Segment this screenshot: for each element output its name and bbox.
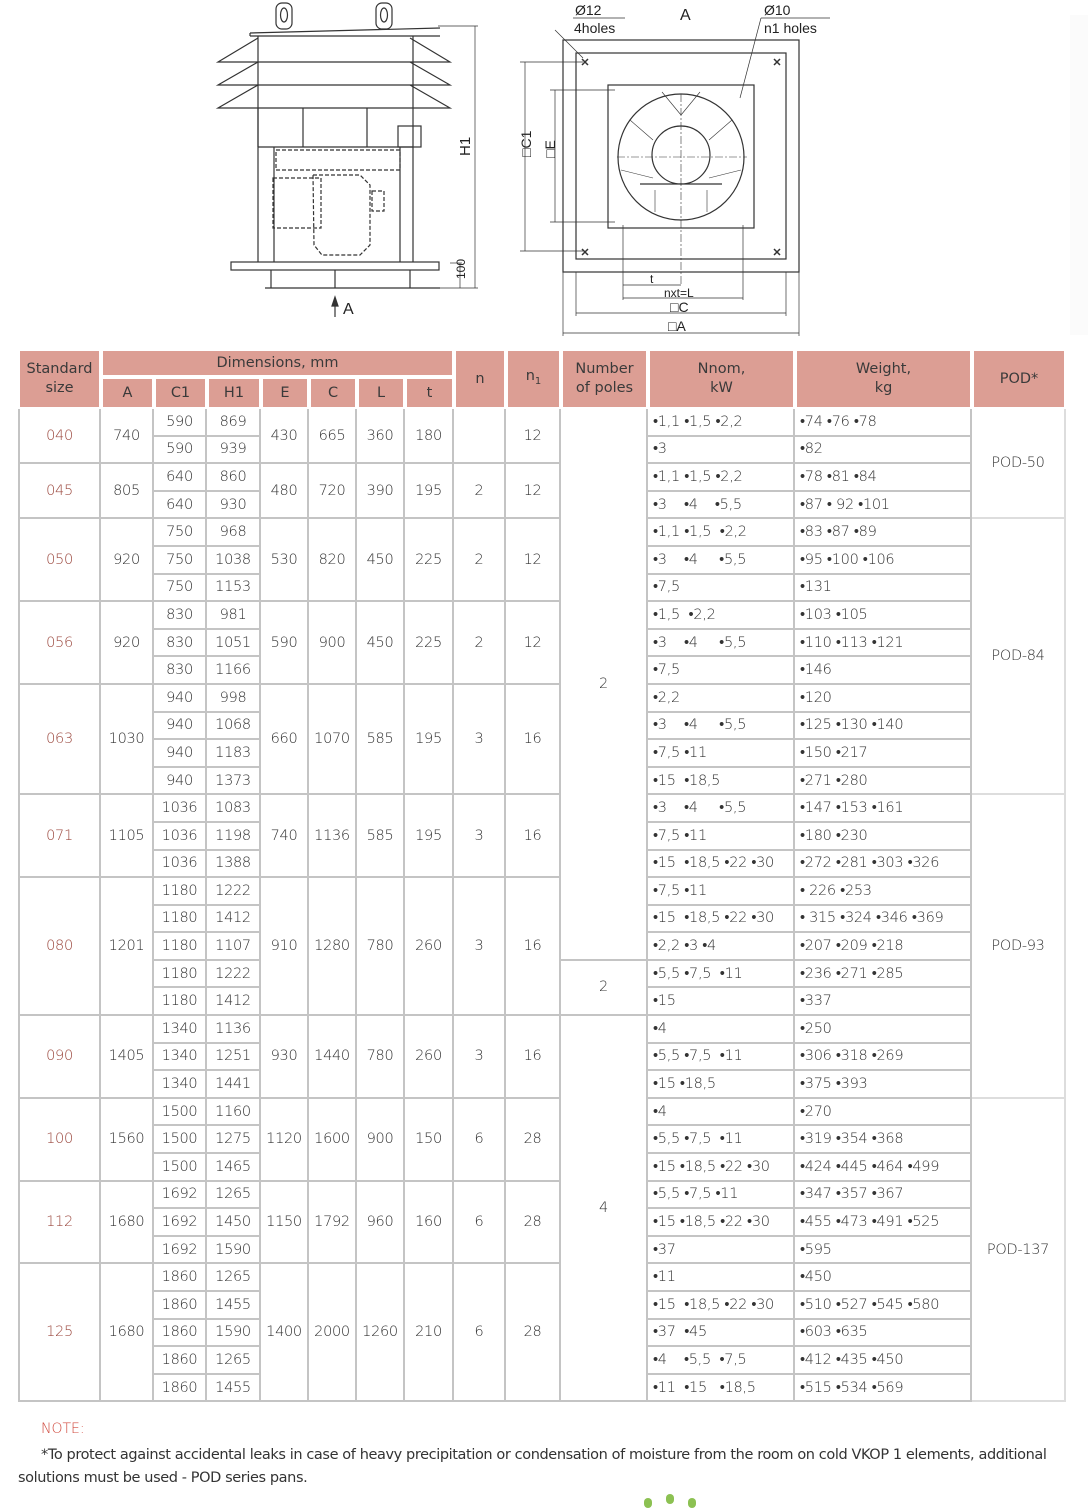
dim-c1-cell: 1036 <box>154 795 207 823</box>
dim-h1-cell: 1068 <box>207 713 261 741</box>
weight-cell: •412 •435 •450 <box>795 1347 972 1375</box>
n1-cell: 16 <box>506 795 561 878</box>
dim-c1-cell: 750 <box>154 547 207 575</box>
dim-c-cell: 665 <box>309 409 357 464</box>
pod-cell: POD-93 <box>972 795 1066 1099</box>
dim-h1-cell: 1251 <box>207 1044 261 1072</box>
header-n: n <box>454 349 506 409</box>
dim-c1-cell: 940 <box>154 685 207 713</box>
n-cell: 3 <box>454 685 506 795</box>
dim-c-cell: 2000 <box>309 1264 357 1402</box>
n1-cell: 28 <box>506 1182 561 1265</box>
specification-table <box>18 349 1066 1402</box>
dim-t-cell: 195 <box>405 685 454 795</box>
dim-a-cell: 1201 <box>101 878 154 1016</box>
dim-h1-cell: 998 <box>207 685 261 713</box>
weight-cell: •455 •473 •491 •525 <box>795 1209 972 1237</box>
dim-c1-cell: 1500 <box>154 1154 207 1182</box>
dim-c-cell: 820 <box>309 519 357 602</box>
weight-cell: • 226 •253 <box>795 878 972 906</box>
poles-cell: 2 <box>561 409 648 961</box>
dim-c1-cell: 1036 <box>154 851 207 879</box>
dim-h1-cell: 1388 <box>207 851 261 879</box>
h1-dimension-label: H1 <box>457 136 474 156</box>
nnom-cell: •3 •4 •5,5 <box>648 795 795 823</box>
standard-size-cell: 071 <box>18 795 101 878</box>
c-dimension-label: □C <box>670 299 689 315</box>
dim-h1-cell: 1455 <box>207 1375 261 1403</box>
dim-c1-cell: 1500 <box>154 1099 207 1127</box>
weight-cell: •125 •130 •140 <box>795 713 972 741</box>
dim-c1-cell: 590 <box>154 409 207 437</box>
logo-dot <box>644 1498 652 1508</box>
dim-l-cell: 450 <box>357 602 405 685</box>
dim-h1-cell: 1465 <box>207 1154 261 1182</box>
weight-cell: •150 •217 <box>795 740 972 768</box>
view-arrow-label: A <box>343 301 354 318</box>
nnom-cell: •15 •18,5 •22 •30 <box>648 906 795 934</box>
standard-size-cell: 040 <box>18 409 101 464</box>
dim-c1-cell: 830 <box>154 657 207 685</box>
dim-c-cell: 1280 <box>309 878 357 1016</box>
n1-cell: 16 <box>506 878 561 1016</box>
dim-l-cell: 585 <box>357 685 405 795</box>
dim-c-cell: 1792 <box>309 1182 357 1265</box>
dim-h1-cell: 1590 <box>207 1320 261 1348</box>
table-row <box>18 795 1066 823</box>
nnom-cell: •5,5 •7,5 •11 <box>648 961 795 989</box>
nnom-cell: •7,5 •11 <box>648 823 795 851</box>
dim-a-cell: 1030 <box>101 685 154 795</box>
side-elevation-drawing <box>210 0 490 330</box>
n-cell: 2 <box>454 519 506 602</box>
dim-t-cell: 260 <box>405 1016 454 1099</box>
n1-cell: 16 <box>506 1016 561 1099</box>
dim-h1-cell: 981 <box>207 602 261 630</box>
logo-dot <box>688 1498 696 1508</box>
dim-c-cell: 900 <box>309 602 357 685</box>
dim-e-cell: 430 <box>261 409 309 464</box>
dim-h1-cell: 1136 <box>207 1016 261 1044</box>
nnom-cell: •4 •5,5 •7,5 <box>648 1347 795 1375</box>
dim-c1-cell: 1180 <box>154 988 207 1016</box>
table-row <box>18 519 1066 547</box>
nnom-cell: •11 <box>648 1264 795 1292</box>
weight-cell: •450 <box>795 1264 972 1292</box>
nnom-cell: •7,5 <box>648 575 795 603</box>
nnom-cell: •15 •18,5 •22 •30 <box>648 1154 795 1182</box>
table-row <box>18 409 1066 437</box>
nnom-cell: •4 <box>648 1016 795 1044</box>
weight-cell: •146 <box>795 657 972 685</box>
standard-size-cell: 112 <box>18 1182 101 1265</box>
a-dimension-label: □A <box>668 318 686 334</box>
table-row <box>18 878 1066 906</box>
dim-c1-cell: 940 <box>154 713 207 741</box>
weight-cell: •95 •100 •106 <box>795 547 972 575</box>
dim-h1-cell: 1153 <box>207 575 261 603</box>
base-height-label: 100 <box>454 258 468 279</box>
dim-e-cell: 1150 <box>261 1182 309 1265</box>
dim-h1-cell: 968 <box>207 519 261 547</box>
nnom-cell: •3 •4 •5,5 <box>648 492 795 520</box>
dim-c1-cell: 1340 <box>154 1016 207 1044</box>
poles-cell: 2 <box>561 961 648 1016</box>
dim-c1-cell: 1500 <box>154 1126 207 1154</box>
dim-a-cell: 805 <box>101 464 154 519</box>
dim-h1-cell: 1590 <box>207 1237 261 1265</box>
nnom-cell: •15 •18,5 •22 •30 <box>648 851 795 879</box>
dim-l-cell: 960 <box>357 1182 405 1265</box>
dim-c1-cell: 1180 <box>154 933 207 961</box>
nnom-cell: •7,5 <box>648 657 795 685</box>
header-nnom: Nnom, kW <box>648 349 795 409</box>
dim-c1-cell: 1036 <box>154 823 207 851</box>
nnom-cell: •3 <box>648 437 795 465</box>
nnom-cell: •2,2 <box>648 685 795 713</box>
weight-cell: •87 • 92 •101 <box>795 492 972 520</box>
brand-logo-fragment <box>641 1494 701 1504</box>
dim-h1-cell: 1450 <box>207 1209 261 1237</box>
weight-cell: •236 •271 •285 <box>795 961 972 989</box>
dim-h1-cell: 1412 <box>207 906 261 934</box>
weight-cell: •271 •280 <box>795 768 972 796</box>
dim-e-cell: 1400 <box>261 1264 309 1402</box>
dim-h1-cell: 1038 <box>207 547 261 575</box>
dim-l-cell: 780 <box>357 878 405 1016</box>
weight-cell: •103 •105 <box>795 602 972 630</box>
weight-cell: •375 •393 <box>795 1071 972 1099</box>
dim-e-cell: 480 <box>261 464 309 519</box>
dim-a-cell: 1560 <box>101 1099 154 1182</box>
n1-cell: 12 <box>506 464 561 519</box>
weight-cell: •147 •153 •161 <box>795 795 972 823</box>
table-row <box>18 1016 1066 1044</box>
weight-cell: •270 <box>795 1099 972 1127</box>
header-n1: $n_1$ <box>506 349 561 409</box>
nnom-cell: •5,5 •7,5 •11 <box>648 1044 795 1072</box>
nnom-cell: •3 •4 •5,5 <box>648 630 795 658</box>
table-row <box>18 1264 1066 1292</box>
dim-t-cell: 195 <box>405 795 454 878</box>
t-dimension-label: t <box>650 272 654 286</box>
dim-t-cell: 225 <box>405 602 454 685</box>
technical-drawings <box>0 0 1088 345</box>
dim-c1-cell: 1340 <box>154 1071 207 1099</box>
note-title: NOTE: <box>41 1421 85 1437</box>
dim-e-cell: 930 <box>261 1016 309 1099</box>
nnom-cell: •2,2 •3 •4 <box>648 933 795 961</box>
dim-h1-cell: 1412 <box>207 988 261 1016</box>
standard-size-cell: 063 <box>18 685 101 795</box>
dim-h1-cell: 1051 <box>207 630 261 658</box>
n1-cell: 16 <box>506 685 561 795</box>
dim-a-cell: 920 <box>101 519 154 602</box>
dim-h1-cell: 1455 <box>207 1292 261 1320</box>
dim-t-cell: 180 <box>405 409 454 464</box>
standard-size-cell: 056 <box>18 602 101 685</box>
weight-cell: •83 •87 •89 <box>795 519 972 547</box>
dim-l-cell: 390 <box>357 464 405 519</box>
nnom-cell: •3 •4 •5,5 <box>648 713 795 741</box>
dim-c1-cell: 1860 <box>154 1375 207 1403</box>
dim-c1-cell: 1180 <box>154 961 207 989</box>
dim-h1-cell: 860 <box>207 464 261 492</box>
weight-cell: •120 <box>795 685 972 713</box>
dim-l-cell: 900 <box>357 1099 405 1182</box>
weight-cell: •74 •76 •78 <box>795 409 972 437</box>
dim-c1-cell: 1692 <box>154 1209 207 1237</box>
dim-c1-cell: 1860 <box>154 1347 207 1375</box>
standard-size-cell: 090 <box>18 1016 101 1099</box>
dim-h1-cell: 1160 <box>207 1099 261 1127</box>
dim-h1-cell: 1265 <box>207 1264 261 1292</box>
nnom-cell: •4 <box>648 1099 795 1127</box>
dim-c-cell: 1070 <box>309 685 357 795</box>
dim-h1-cell: 1183 <box>207 740 261 768</box>
dim-c1-cell: 1860 <box>154 1320 207 1348</box>
dim-h1-cell: 1441 <box>207 1071 261 1099</box>
header-poles: Number of poles <box>561 349 648 409</box>
poles-cell: 4 <box>561 1016 648 1402</box>
dim-h1-cell: 1265 <box>207 1347 261 1375</box>
standard-size-cell: 050 <box>18 519 101 602</box>
n-cell: 2 <box>454 464 506 519</box>
hole-callout-count-4: 4holes <box>574 20 616 36</box>
dim-h1-cell: 930 <box>207 492 261 520</box>
header-pod: POD* <box>972 349 1066 409</box>
weight-cell: •82 <box>795 437 972 465</box>
header-dim-c: C <box>309 377 357 409</box>
standard-size-cell: 045 <box>18 464 101 519</box>
nnom-cell: •7,5 •11 <box>648 740 795 768</box>
weight-cell: •306 •318 •269 <box>795 1044 972 1072</box>
table-row <box>18 464 1066 492</box>
dim-t-cell: 160 <box>405 1182 454 1265</box>
dim-l-cell: 585 <box>357 795 405 878</box>
header-dim-e: E <box>261 377 309 409</box>
weight-cell: •207 •209 •218 <box>795 933 972 961</box>
header-dim-l: L <box>357 377 405 409</box>
weight-cell: •180 •230 <box>795 823 972 851</box>
n1-cell: 28 <box>506 1264 561 1402</box>
nnom-cell: •1,5 •2,2 <box>648 602 795 630</box>
header-dim-h1: H1 <box>207 377 261 409</box>
table-body <box>18 409 1066 1402</box>
nnom-cell: •1,1 •1,5 •2,2 <box>648 519 795 547</box>
dim-l-cell: 450 <box>357 519 405 602</box>
dim-h1-cell: 1222 <box>207 961 261 989</box>
dim-h1-cell: 869 <box>207 409 261 437</box>
dim-c1-cell: 640 <box>154 492 207 520</box>
nnom-cell: •15 •18,5 •22 •30 <box>648 1209 795 1237</box>
hole-callout-dia-12: Ø12 <box>575 2 602 18</box>
weight-cell: •424 •445 •464 •499 <box>795 1154 972 1182</box>
table-row <box>18 1099 1066 1127</box>
header-dim-t: t <box>405 377 454 409</box>
plan-view-drawing <box>505 0 835 340</box>
header-dim-a: A <box>101 377 154 409</box>
n1-cell: 12 <box>506 602 561 685</box>
n-cell: 3 <box>454 878 506 1016</box>
standard-size-cell: 125 <box>18 1264 101 1402</box>
hole-callout-dia-10: Ø10 <box>764 2 791 18</box>
plan-view-label: A <box>680 7 691 24</box>
dim-a-cell: 740 <box>101 409 154 464</box>
dim-c1-cell: 1860 <box>154 1264 207 1292</box>
dim-c1-cell: 1692 <box>154 1182 207 1210</box>
dim-c1-cell: 750 <box>154 519 207 547</box>
weight-cell: •131 <box>795 575 972 603</box>
weight-cell: •110 •113 •121 <box>795 630 972 658</box>
dim-c1-cell: 1860 <box>154 1292 207 1320</box>
weight-cell: •347 •357 •367 <box>795 1182 972 1210</box>
dim-t-cell: 150 <box>405 1099 454 1182</box>
weight-cell: •603 •635 <box>795 1320 972 1348</box>
nxt-dimension-label: nxt=L <box>664 286 694 300</box>
dim-e-cell: 910 <box>261 878 309 1016</box>
weight-cell: •595 <box>795 1237 972 1265</box>
dim-h1-cell: 1373 <box>207 768 261 796</box>
dim-h1-cell: 1222 <box>207 878 261 906</box>
dim-h1-cell: 1166 <box>207 657 261 685</box>
standard-size-cell: 080 <box>18 878 101 1016</box>
dim-a-cell: 920 <box>101 602 154 685</box>
standard-size-cell: 100 <box>18 1099 101 1182</box>
table-row <box>18 1182 1066 1210</box>
dim-c1-cell: 1340 <box>154 1044 207 1072</box>
nnom-cell: •1,1 •1,5 •2,2 <box>648 409 795 437</box>
dim-e-cell: 530 <box>261 519 309 602</box>
dim-h1-cell: 1083 <box>207 795 261 823</box>
dim-c1-cell: 590 <box>154 437 207 465</box>
nnom-cell: •15 <box>648 988 795 1016</box>
table-row <box>18 602 1066 630</box>
dim-l-cell: 780 <box>357 1016 405 1099</box>
weight-cell: •510 •527 •545 •580 <box>795 1292 972 1320</box>
dim-l-cell: 360 <box>357 409 405 464</box>
dim-e-cell: 1120 <box>261 1099 309 1182</box>
dim-a-cell: 1405 <box>101 1016 154 1099</box>
nnom-cell: •7,5 •11 <box>648 878 795 906</box>
header-standard-size: Standard size <box>18 349 101 409</box>
table-row <box>18 685 1066 713</box>
dim-c-cell: 720 <box>309 464 357 519</box>
weight-cell: •250 <box>795 1016 972 1044</box>
weight-cell: •515 •534 •569 <box>795 1375 972 1403</box>
nnom-cell: •11 •15 •18,5 <box>648 1375 795 1403</box>
c1-dimension-label: □C1 <box>518 130 534 157</box>
note-text: *To protect against accidental leaks in case of heavy precipitation or condensation of moisture from the room on cold VKOP 1 elements, additional solutions must be used - POD series pans. <box>18 1447 1047 1486</box>
dim-a-cell: 1680 <box>101 1264 154 1402</box>
pod-cell: POD-137 <box>972 1099 1066 1403</box>
nnom-cell: •5,5 •7,5 •11 <box>648 1126 795 1154</box>
dim-a-cell: 1680 <box>101 1182 154 1265</box>
header-dimensions: Dimensions, mm <box>101 349 454 377</box>
weight-cell: • 315 •324 •346 •369 <box>795 906 972 934</box>
dim-a-cell: 1105 <box>101 795 154 878</box>
header-weight: Weight, kg <box>795 349 972 409</box>
n-cell: 6 <box>454 1099 506 1182</box>
n-cell: 3 <box>454 795 506 878</box>
n-cell: 6 <box>454 1264 506 1402</box>
dim-c1-cell: 1180 <box>154 906 207 934</box>
dim-h1-cell: 1107 <box>207 933 261 961</box>
dim-c1-cell: 1180 <box>154 878 207 906</box>
header-dim-c1: C1 <box>154 377 207 409</box>
dim-t-cell: 195 <box>405 464 454 519</box>
nnom-cell: •15 •18,5 <box>648 1071 795 1099</box>
dim-t-cell: 210 <box>405 1264 454 1402</box>
dim-e-cell: 590 <box>261 602 309 685</box>
dim-e-cell: 660 <box>261 685 309 795</box>
logo-dot <box>666 1494 674 1504</box>
dim-h1-cell: 1265 <box>207 1182 261 1210</box>
dim-t-cell: 260 <box>405 878 454 1016</box>
e-dimension-label: □E <box>542 140 558 158</box>
weight-cell: •319 •354 •368 <box>795 1126 972 1154</box>
nnom-cell: •37 •45 <box>648 1320 795 1348</box>
n-cell <box>454 409 506 464</box>
nnom-cell: •37 <box>648 1237 795 1265</box>
nnom-cell: •5,5 •7,5 •11 <box>648 1182 795 1210</box>
nnom-cell: •3 •4 •5,5 <box>648 547 795 575</box>
weight-cell: •78 •81 •84 <box>795 464 972 492</box>
n1-cell: 28 <box>506 1099 561 1182</box>
nnom-cell: •15 •18,5 <box>648 768 795 796</box>
dim-c1-cell: 940 <box>154 768 207 796</box>
dim-h1-cell: 1198 <box>207 823 261 851</box>
nnom-cell: •15 •18,5 •22 •30 <box>648 1292 795 1320</box>
dim-c1-cell: 940 <box>154 740 207 768</box>
dim-c1-cell: 1692 <box>154 1237 207 1265</box>
dim-h1-cell: 1275 <box>207 1126 261 1154</box>
dim-e-cell: 740 <box>261 795 309 878</box>
weight-cell: •272 •281 •303 •326 <box>795 851 972 879</box>
dim-c1-cell: 750 <box>154 575 207 603</box>
weight-cell: •337 <box>795 988 972 1016</box>
dim-c-cell: 1440 <box>309 1016 357 1099</box>
dim-c1-cell: 640 <box>154 464 207 492</box>
n-cell: 3 <box>454 1016 506 1099</box>
n1-cell: 12 <box>506 409 561 464</box>
dim-c1-cell: 830 <box>154 602 207 630</box>
n-cell: 2 <box>454 602 506 685</box>
n1-cell: 12 <box>506 519 561 602</box>
hole-callout-count-n1: n1 holes <box>764 20 817 36</box>
dim-l-cell: 1260 <box>357 1264 405 1402</box>
dim-h1-cell: 939 <box>207 437 261 465</box>
dim-c-cell: 1600 <box>309 1099 357 1182</box>
dim-c1-cell: 830 <box>154 630 207 658</box>
pod-cell: POD-50 <box>972 409 1066 519</box>
dim-c-cell: 1136 <box>309 795 357 878</box>
nnom-cell: •1,1 •1,5 •2,2 <box>648 464 795 492</box>
n-cell: 6 <box>454 1182 506 1265</box>
pod-cell: POD-84 <box>972 519 1066 795</box>
dim-t-cell: 225 <box>405 519 454 602</box>
